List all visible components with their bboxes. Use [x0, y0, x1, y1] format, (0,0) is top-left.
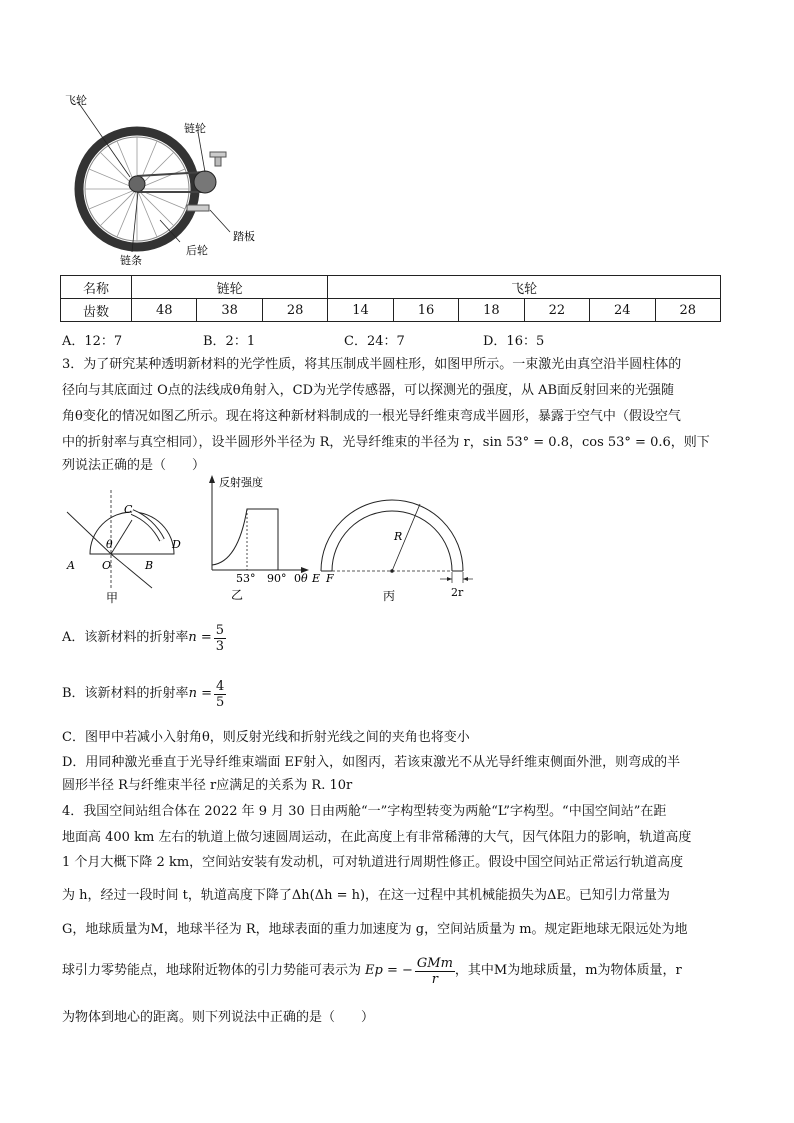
bing-label-e: E: [312, 572, 321, 585]
q2-option-b: B．2：1: [203, 334, 256, 349]
table-cell: 22: [524, 299, 589, 322]
q3-option-b: B．该新材料的折射率 n = $\frac{4}{5}$: [62, 678, 225, 710]
q3-option-b-n: n: [188, 686, 197, 701]
q2-option-d: D．16：5: [483, 334, 545, 349]
table-cell: 14: [328, 299, 393, 322]
jia-label-theta: θ: [106, 538, 113, 551]
yi-tick-90: 90°: [267, 572, 287, 585]
table-cell: 16: [393, 299, 458, 322]
q4-line-4: 为 h，经过一段时间 t，轨道高度下降了Δh(Δh = h)，在这一过程中其机械能损失为ΔE。已知引力常量为: [62, 888, 670, 903]
table-cell: 28: [262, 299, 327, 322]
table-header-row: [61, 276, 721, 299]
table-cell: 48: [132, 299, 197, 322]
label-pedal: 踏板: [233, 230, 255, 243]
table-row: [61, 299, 721, 322]
jia-label-b: B: [145, 559, 154, 572]
table-cell: 18: [459, 299, 524, 322]
jia-caption: 甲: [106, 591, 119, 605]
jia-label-c: C: [124, 503, 133, 516]
fraction-numerator: GMm: [416, 955, 453, 971]
fraction-denominator: r: [431, 971, 439, 987]
q3-option-b-text: B．该新材料的折射率: [62, 686, 189, 701]
bing-caption: 丙: [383, 589, 396, 603]
bing-label-r: R: [394, 530, 403, 543]
q3-option-a-fraction: [214, 623, 226, 654]
label-flywheel: 飞轮: [65, 94, 87, 107]
gear-table: [60, 275, 721, 322]
label-chainring: 链轮: [184, 122, 206, 135]
q2-option-a: A．12：7: [62, 334, 123, 349]
label-rear-wheel: 后轮: [186, 244, 208, 257]
figure-bing: [310, 488, 475, 603]
fraction-denominator: 5: [215, 694, 225, 710]
yi-ylabel: 反射强度: [219, 476, 263, 489]
q4-line-3: 1 个月大概下降 2 km，空间站安装有发动机，可对轨道进行周期性修正。假设中国空间站正常运行轨道高度: [62, 855, 684, 870]
header-name: 名称: [61, 276, 132, 299]
q3-option-c: C．图甲中若减小入射角θ，则反射光线和折射光线之间的夹角也将变小: [62, 730, 470, 745]
q3-line-3: 角θ变化的情况如图乙所示。现在将这种新材料制成的一根光导纤维束弯成半圆形，暴露于空气中（假设空气: [62, 409, 681, 424]
header-flywheel: 飞轮: [328, 276, 721, 299]
q3-line-4: 中的折射率与真空相同），设半圆形外半径为 R，光导纤维束的半径为 r，sin 53° = 0.8，cos 53° = 0.6，则下: [62, 435, 710, 450]
fraction-denominator: 3: [215, 638, 225, 654]
yi-origin: 0: [294, 572, 301, 585]
yi-tick-53: 53°: [236, 572, 256, 585]
q3-line-5: 列说法正确的是（ ）: [62, 458, 206, 473]
q4-line-6: [62, 952, 682, 990]
rear-wheel-drawing: [79, 131, 195, 247]
q3-line-2: 径向与其底面过 O点的法线成θ角射入，CD为光学传感器，可以探测光的强度，从 AB面反射回来的光强随: [62, 383, 675, 398]
q3-option-a-text: A．该新材料的折射率: [62, 630, 189, 645]
fraction-numerator: 4: [215, 678, 225, 694]
q4-line-5: G，地球质量为M，地球半径为 R，地球表面的重力加速度为 g，空间站质量为 m。规定距地球无限远处为地: [62, 922, 688, 937]
q3-option-a: A．该新材料的折射率 n = $\frac{5}{3}$: [62, 622, 225, 654]
jia-label-o: O: [102, 559, 112, 572]
yi-xvar: θ: [301, 572, 308, 585]
q4-line-1: 4．我国空间站组合体在 2022 年 9 月 30 日由两舱“一”字构型转变为两舱“L”字构型。“中国空间站”在距: [62, 804, 667, 819]
q3-option-b-fraction: [214, 679, 226, 710]
row-label: 齿数: [61, 299, 132, 322]
header-chainring: 链轮: [132, 276, 328, 299]
q4-line-6-suffix: ，其中M为地球质量，m为物体质量，r: [454, 963, 682, 978]
figure-yi: [203, 472, 313, 602]
q3-option-d-line-1: D．用同种激光垂直于光导纤维束端面 EF射入，如图丙，若该束激光不从光导纤维束侧面外泄，则弯成的半: [62, 755, 681, 770]
bing-label-2r: 2r: [451, 586, 464, 599]
figure-jia: [62, 490, 192, 605]
q4-line-2: 地面高 400 km 左右的轨道上做匀速圆周运动，在此高度上有非常稀薄的大气，因气体阻力的影响，轨道高度: [62, 830, 692, 845]
q4-ep-fraction: [415, 956, 455, 987]
fraction-numerator: 5: [215, 622, 225, 638]
q3-option-a-n: n: [188, 630, 197, 645]
bicycle-figure: [60, 92, 280, 272]
jia-label-d: D: [172, 538, 181, 551]
q4-line-6-prefix: 球引力零势能点，地球附近物体的引力势能可表示为: [62, 963, 362, 978]
label-chain: 链条: [120, 254, 142, 267]
bing-label-f: F: [326, 572, 334, 585]
table-cell: 38: [197, 299, 262, 322]
q3-option-d-line-2: 圆形半径 R与纤维束半径 r应满足的关系为 R. 10r: [62, 778, 353, 793]
q3-line-1: 3．为了研究某种透明新材料的光学性质，将其压制成半圆柱形，如图甲所示。一束激光由真空沿半圆柱体的: [62, 357, 682, 372]
q4-line-7: 为物体到地心的距离。则下列说法中正确的是（ ）: [62, 1010, 375, 1025]
table-cell: 28: [655, 299, 721, 322]
yi-caption: 乙: [231, 588, 244, 602]
q4-ep-formula: Ep = −: [365, 963, 413, 978]
table-cell: 24: [590, 299, 655, 322]
jia-label-a: A: [67, 559, 75, 572]
q2-option-c: C．24：7: [344, 334, 405, 349]
